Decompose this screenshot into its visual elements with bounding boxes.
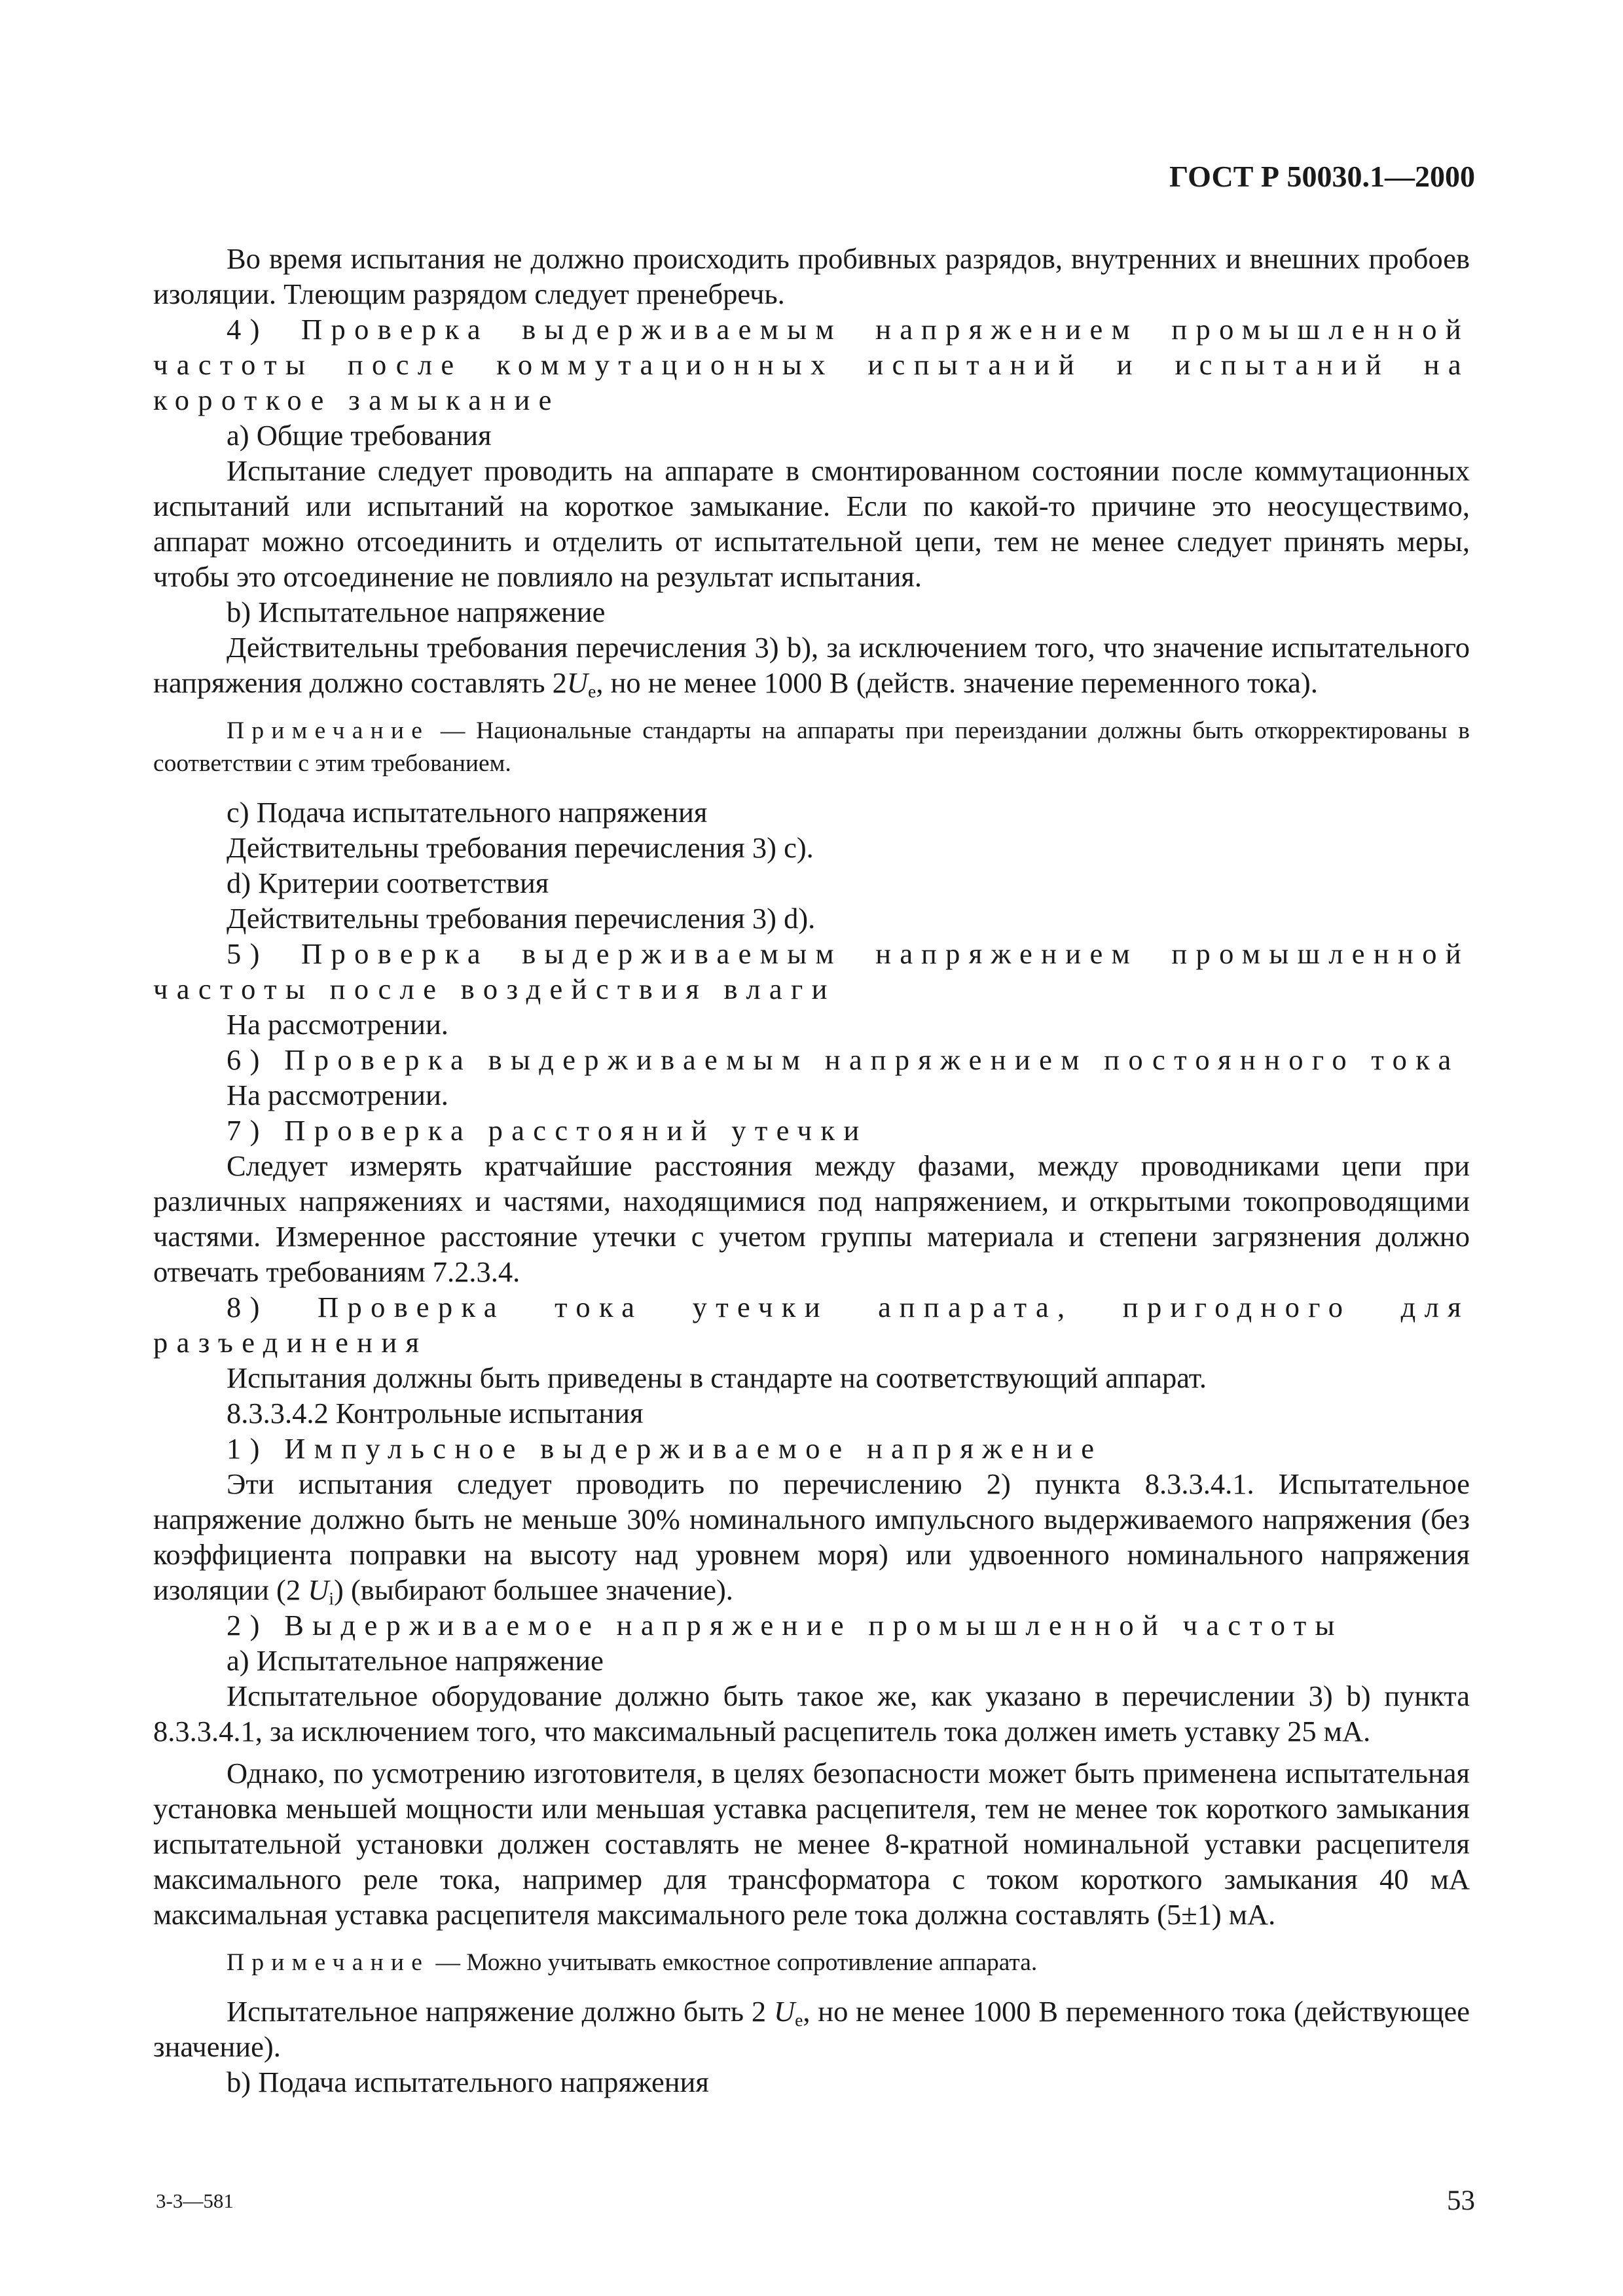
page-number: 53: [1447, 2185, 1475, 2216]
subsection-heading: а) Общие требования: [227, 419, 492, 452]
note-text: — Национальные стандарты на аппараты при переиздании должны быть откорректированы в соответствии с этим требованием.: [153, 717, 1470, 777]
note-label: Примечание: [227, 717, 430, 744]
paragraph: Действительны требования перечисления 3) с).: [227, 831, 814, 864]
voltage-symbol: U: [773, 1995, 795, 2028]
page-body: [153, 241, 1470, 2100]
print-code: 3-3—581: [156, 2189, 234, 2212]
subsection-heading: d) Критерии соответствия: [227, 867, 549, 899]
paragraph: [153, 1466, 1470, 1607]
paragraph: Во время испытания не должно происходить пробивных разрядов, внутренних и внешних пробоев изоляции. Тлеющим разрядом следует пренебречь.: [153, 242, 1470, 310]
text-span: , но не менее 1000 В переменного тока (действующее значение).: [153, 1995, 1470, 2063]
section-heading: 8) Проверка тока утечки аппарата, пригодного для разъединения: [153, 1291, 1470, 1359]
note-text: — Можно учитывать емкостное сопротивление аппарата.: [429, 1949, 1038, 1976]
paragraph: Испытательное оборудование должно быть такое же, как указано в перечислении 3) b) пункта 8.3.3.4.1, за исключением того, что максимальный расцепитель тока должен иметь уставку 25 мА.: [153, 1679, 1470, 1748]
subsection-heading: b) Подача испытательного напряжения: [227, 2066, 709, 2098]
paragraph: Испытание следует проводить на аппарате в смонтированном состоянии после коммутационных испытаний или испытаний на короткое замыкание. Если по какой-то причине это неосуществимо, аппарат можно отсоединить и отделить от испытательной цепи, тем не менее следует принять меры, чтобы это отсоединение не повлияло на результат испытания.: [153, 454, 1470, 593]
voltage-subscript: e: [588, 681, 596, 702]
subsection-heading: b) Испытательное напряжение: [227, 596, 606, 628]
paragraph: Однако, по усмотрению изготовителя, в целях безопасности может быть применена испытательная установка меньшей мощности или меньшая уставка расцепителя, тем не менее ток короткого замыкания испытательной установки должен составлять не менее 8-кратной номинальной уставки расцепителя максимального реле тока, например для трансформатора с током короткого замыкания 40 мА максимальная уставка расцепителя максимального реле тока должна составлять (5±1) мА.: [153, 1757, 1470, 1931]
voltage-symbol: U: [566, 666, 589, 699]
paragraph: [153, 1994, 1470, 2064]
paragraph: На рассмотрении.: [227, 1079, 448, 1111]
text-span: ) (выбирают большее значение).: [334, 1573, 733, 1606]
voltage-symbol: U: [308, 1573, 329, 1606]
section-heading: 4) Проверка выдерживаемым напряжением промышленной частоты после коммутационных испытаний и испытаний на короткое замыкание: [153, 313, 1470, 416]
text-span: Испытательное напряжение должно быть 2: [227, 1995, 774, 2028]
note: [153, 715, 1470, 780]
paragraph: На рассмотрении.: [227, 1008, 448, 1041]
section-heading: 2) Выдерживаемое напряжение промышленной частоты: [227, 1609, 1343, 1641]
section-heading: 5) Проверка выдерживаемым напряжением промышленной частоты после воздействия влаги: [153, 937, 1470, 1005]
standard-header: ГОСТ Р 50030.1—2000: [1169, 160, 1475, 193]
paragraph: Следует измерять кратчайшие расстояния между фазами, между проводниками цепи при различных напряжениях и частями, находящимися под напряжением, и открытыми токопроводящими частями. Измеренное расстояние утечки с учетом группы материала и степени загрязнения должно отвечать требованиям 7.2.3.4.: [153, 1149, 1470, 1288]
paragraph: [153, 630, 1470, 700]
subsection-heading: с) Подача испытательного напряжения: [227, 796, 708, 829]
text-span: Действительны требования перечисления 3) b), за исключением того, что значение испытательного напряжения должно составлять 2: [153, 631, 1470, 699]
note-label: Примечание: [227, 1949, 430, 1976]
paragraph: Испытания должны быть приведены в стандарте на соответствующий аппарат.: [227, 1361, 1207, 1394]
voltage-subscript: i: [329, 1588, 335, 1609]
section-heading: 6) Проверка выдерживаемым напряжением постоянного тока: [227, 1043, 1460, 1076]
note: [153, 1946, 1470, 1979]
text-span: , но не менее 1000 В (действ. значение переменного тока).: [596, 666, 1318, 699]
subsection-heading: а) Испытательное напряжение: [227, 1644, 604, 1677]
paragraph: Действительны требования перечисления 3) d).: [227, 902, 816, 935]
section-heading: 7) Проверка расстояний утечки: [227, 1114, 868, 1147]
section-heading: 1) Импульсное выдерживаемое напряжение: [227, 1432, 1103, 1465]
clause-heading: 8.3.3.4.2 Контрольные испытания: [227, 1397, 644, 1429]
voltage-subscript: e: [795, 2009, 803, 2030]
text-span: Эти испытания следует проводить по перечислению 2) пункта 8.3.3.4.1. Испытательное напряжение должно быть не меньше 30% номинального импульсного выдерживаемого напряжения (без коэффициента поправки на высоту над уровнем моря) или удвоенного номинального напряжения изоляции (2: [153, 1467, 1470, 1606]
